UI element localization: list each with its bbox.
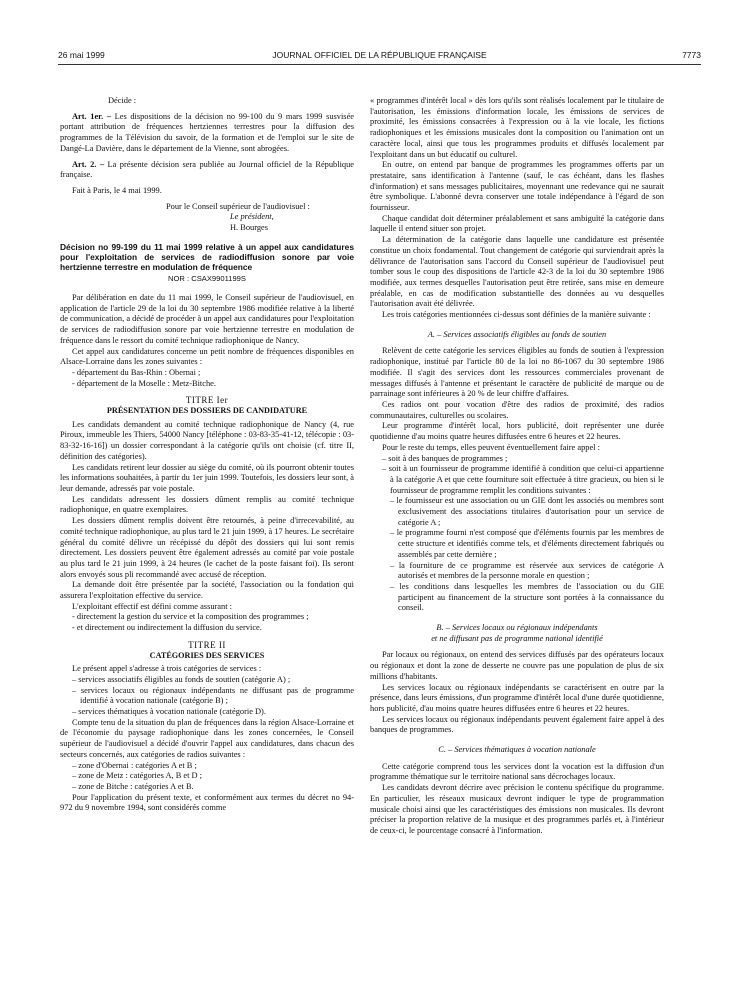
nor-reference: NOR : CSAX9901199S: [168, 274, 246, 284]
category-item-b: – services locaux ou régionaux indépendants ne diffusant pas de programme identifié à vocation nationale (catégorie B) ;: [72, 685, 354, 706]
right-paragraph-8: Leur programme d'intérêt local, hors publicité, doit représenter une durée quotidienne d'au moins quatre heures diffusées entre 6 heures et 22 heures.: [370, 421, 664, 442]
left-paragraph-6: Les dossiers dûment remplis doivent être retournés, à peine d'irrecevabilité, au comité technique radiophonique, au plus tard le 21 juin 1999, à 17 heures. Le secrétaire général du comité délivre un récépissé du dépôt des dossiers qui lui sont remis directement. Les dossiers peuvent être également adressés au comité par voie postale au plus tard le 21 juin 1999, à 24 heures (le cachet de la poste faisant foi). Ils seront alors envoyés sous pli recommandé avec accusé de réception.: [60, 516, 354, 579]
right-paragraph-2: En outre, on entend par banque de programmes les programmes offerts par un prestataire, sans identification à l'antenne (sauf, le cas échéant, dans les flashes d'information) et sans messages publicitaires, moyennant une redevance qui ne saurait être symbolique. L'abonné devra conserver une totale indépendance à l'égard de son fournisseur.: [370, 160, 664, 213]
left-paragraph-8: L'exploitant effectif est défini comme assurant :: [72, 601, 232, 611]
article-2: [60, 160, 354, 181]
article-1: [60, 112, 354, 155]
exploitant-item-1: - directement la gestion du service et la composition des programmes ;: [72, 612, 309, 622]
right-paragraph-6: Relèvent de cette catégorie les services éligibles au fonds de soutien à l'expression radiophonique, institué par l'article 80 de la loi no 86-1067 du 30 septembre 1986 modifiée. Il s'agit des services dont les ressources commerciales provenant de messages diffusés à l'antenne et présentant le caractère de publicité de marque ou de parrainage sont inférieures à 20 % de leur chiffre d'affaires.: [370, 346, 664, 399]
left-paragraph-2: Cet appel aux candidatures concerne un petit nombre de fréquences disponibles en Alsace-Lorraine dans les zones suivantes :: [60, 346, 354, 367]
decision-title: Décision no 99-199 du 11 mai 1999 relative à un appel aux candidatures pour l'exploitation de services de radiodiffusion sonore par voie hertzienne terrestre en modulation de fréquence: [60, 241, 354, 273]
fait-a-paris: Fait à Paris, le 4 mai 1999.: [72, 185, 162, 195]
left-paragraph-1: Par délibération en date du 11 mai 1999, le Conseil supérieur de l'audiovisuel, en application de l'article 29 de la loi du 30 septembre 1986 modifiée relative à la liberté de communication, a décidé de procéder à un appel aux candidatures pour l'exploitation de services de radiodiffusion sonore par voie hertzienne terrestre en modulation de fréquence dans le ressort du comité technique radiophonique de Nancy.: [60, 293, 354, 345]
zone-item-metz: – zone de Metz : catégories A, B et D ;: [72, 771, 203, 781]
signature-line-2: Le président,: [230, 212, 274, 222]
signature-line-1: Pour le Conseil supérieur de l'audiovisuel :: [166, 201, 310, 211]
header-title: JOURNAL OFFICIEL DE LA RÉPUBLIQUE FRANÇAISE: [272, 50, 487, 60]
appel-item-1: – soit à des banques de programmes ;: [382, 453, 508, 463]
decide-text: Décide :: [108, 96, 137, 105]
zone-item-obernai: – zone d'Obernai : catégories A et B ;: [72, 760, 197, 770]
category-item-d: – services thématiques à vocation nationale (catégorie D).: [72, 707, 266, 717]
signature-line-3: H. Bourges: [230, 223, 268, 233]
right-column: [370, 96, 664, 837]
zone-item-moselle: - département de la Moselle : Metz-Bitche.: [72, 378, 216, 388]
article-1-text: Les dispositions de la décision no 99-100 du 9 mars 1999 susvisée portant attribution de fréquences hertziennes terrestres pour la diffusion des programmes de la Télévision du savoir, de la formation et de l'emploi sur le site de Dangé-La Davière, dans le département de la Vienne, sont abrogées.: [60, 111, 354, 153]
section-b-heading-line-1: B. – Services locaux ou régionaux indépendants: [436, 623, 598, 633]
left-paragraph-11: Pour l'application du présent texte, et conformément aux termes du décret no 94-972 du 9 novembre 1994, sont considérés comme: [60, 792, 354, 813]
titre-1-subheading: PRÉSENTATION DES DOSSIERS DE CANDIDATURE: [106, 406, 308, 416]
article-2-text: La présente décision sera publiée au Journal officiel de la République française.: [60, 159, 354, 180]
right-paragraph-9: Pour le reste du temps, elles peuvent éventuellement faire appel :: [382, 442, 600, 452]
zone-item-bitche: – zone de Bitche : catégories A et B.: [72, 781, 194, 791]
left-paragraph-7: La demande doit être présentée par la société, l'association ou la fondation qui assurera l'exploitation effective du service.: [60, 580, 354, 601]
category-item-a: – services associatifs éligibles au fonds de soutien (catégorie A) ;: [72, 674, 291, 684]
left-paragraph-5: Les candidats adressent les dossiers dûment remplis au comité technique radiophonique, en quatre exemplaires.: [60, 494, 354, 515]
article-2-label: Art. 2. –: [72, 159, 105, 169]
exploitant-item-2: - et directement ou indirectement la diffusion du service.: [72, 623, 262, 633]
section-b-heading: [370, 623, 664, 644]
right-paragraph-13: Cette catégorie comprend tous les services dont la vocation est la diffusion d'un programme thématique sur le territoire national sans décrochages locaux.: [370, 761, 664, 782]
article-1-label: Art. 1er. –: [72, 111, 112, 121]
left-paragraph-10: Compte tenu de la situation du plan de fréquences dans la région Alsace-Lorraine et de l'économie du paysage radiophonique dans les zones concernées, le Conseil supérieur de l'audiovisuel a décidé d'ouvrir l'appel aux candidatures, dans chacun des secteurs concernés, aux catégories de radios suivantes :: [60, 717, 354, 759]
right-paragraph-12: Les services locaux ou régionaux indépendants peuvent également faire appel à des banques de programmes.: [370, 714, 664, 735]
zone-item-bas-rhin: - département du Bas-Rhin : Obernai ;: [72, 367, 201, 377]
right-paragraph-3: Chaque candidat doit déterminer préalablement et sans ambiguïté la catégorie dans laquelle il entend situer son projet.: [370, 213, 664, 234]
left-paragraph-9: Le présent appel s'adresse à trois catégories de services :: [72, 664, 262, 674]
section-c-heading: C. – Services thématiques à vocation nationale: [438, 745, 596, 755]
right-paragraph-7: Ces radios ont pour vocation d'être des radios de proximité, des radios communautaires, culturelles ou scolaires.: [370, 399, 664, 420]
titre-1-heading: TITRE Ier: [185, 395, 229, 406]
condition-item-3: – la fourniture de ce programme est réservée aux services de catégorie A autorisés et membres de la personne morale en question ;: [390, 560, 664, 581]
right-paragraph-5: Les trois catégories mentionnées ci-dessus sont définies de la manière suivante :: [382, 310, 651, 320]
left-paragraph-3: Les candidats demandent au comité technique radiophonique de Nancy (4, rue Piroux, immeuble les Thiers, 54000 Nancy [téléphone : 03-83-35-41-12, télécopie : 03-83-32-16-16]) un dossier correspondant à la catégorie qu'ils ont choisie (cf. titre II, définition des catégories).: [60, 419, 354, 461]
titre-2-heading: TITRE II: [188, 639, 226, 650]
right-paragraph-11: Les services locaux ou régionaux indépendants se caractérisent en outre par la présence, dans leurs émissions, d'un programme d'intérêt local d'une durée quotidienne, hors publicité, d'au moins quatre heures diffusées entre 6 heures et 22 heures.: [370, 682, 664, 713]
condition-item-1: – le fournisseur est une association ou un GIE dont les associés ou membres sont exclusivement des associations titulaires d'autorisation pour un service de catégorie A ;: [390, 496, 664, 527]
section-b-heading-line-2: et ne diffusant pas de programme national identifié: [431, 633, 603, 643]
left-column: [60, 96, 354, 814]
section-a-heading: A. – Services associatifs éligibles au fonds de soutien: [427, 329, 607, 339]
titre-2-subheading: CATÉGORIES DES SERVICES: [149, 650, 265, 660]
condition-item-4: – les conditions dans lesquelles les membres de l'association ou du GIE participent au financement de la structure sont portées à la connaissance du conseil.: [390, 581, 664, 613]
right-paragraph-1: « programmes d'intérêt local » dès lors qu'ils sont réalisés localement par le titulaire de l'autorisation, les émissions d'information locale, les émissions de services de proximité, les émissions consacrées à l'expression ou à la vie locale, les fictions radiophoniques et les émissions musicales dont la composition ou l'animation ont un caractère local, ainsi que tous les programmes produits et diffusés localement par l'exploitant dans un but éducatif ou culturel.: [370, 96, 664, 159]
condition-item-2: – le programme fourni n'est composé que d'éléments fournis par les membres de cette structure et identifiés comme tels, et d'éléments directement fabriqués ou assemblés par cette dernière ;: [390, 528, 664, 559]
left-paragraph-4: Les candidats retirent leur dossier au siège du comité, où ils pourront obtenir toutes les informations souhaitées, à partir du 1er juin 1999. Toutefois, les dossiers leur sont, à leur demande, adressés par voie postale.: [60, 462, 354, 493]
right-paragraph-10: Par locaux ou régionaux, on entend des services diffusés par des opérateurs locaux ou régionaux et dont la zone de desserte ne couvre pas une population de plus de six millions d'habitants.: [370, 650, 664, 681]
right-paragraph-4: La détermination de la catégorie dans laquelle une candidature est présentée constitue un choix fondamental. Tout changement de catégorie qui surviendrait après la délivrance de l'autorisation sans l'accord du Conseil supérieur de l'audiovisuel peut tomber sous le coup des dispositions de l'article 42-3 de la loi du 30 septembre 1986 modifiée, aux termes desquelles l'autorisation peut être retirée, sans mise en demeure préalable, en cas de modification substantielle des données au vu desquelles l'autorisation avait été délivrée.: [370, 235, 664, 309]
header-page-number: 7773: [682, 50, 701, 60]
right-paragraph-14: Les candidats devront décrire avec précision le contenu spécifique du programme. En particulier, les réseaux musicaux devront indiquer le type de programmation musicale choisi ainsi que les caractéristiques des émissions non musicales. Ils devront préciser la proportion relative de la musique et des programmes parlés et, à l'intérieur de ceux-ci, le pourcentage consacré à l'information.: [370, 783, 664, 835]
header-date: 26 mai 1999: [58, 50, 105, 60]
appel-item-2: – soit à un fournisseur de programme identifié à condition que celui-ci appartienne à la catégorie A et que cette fourniture soit effectuée à titre gracieux, ou bien si le fournisseur de programme remplit les conditions suivantes :: [382, 464, 664, 495]
header-rule: [58, 64, 701, 65]
page-header: [58, 50, 701, 64]
